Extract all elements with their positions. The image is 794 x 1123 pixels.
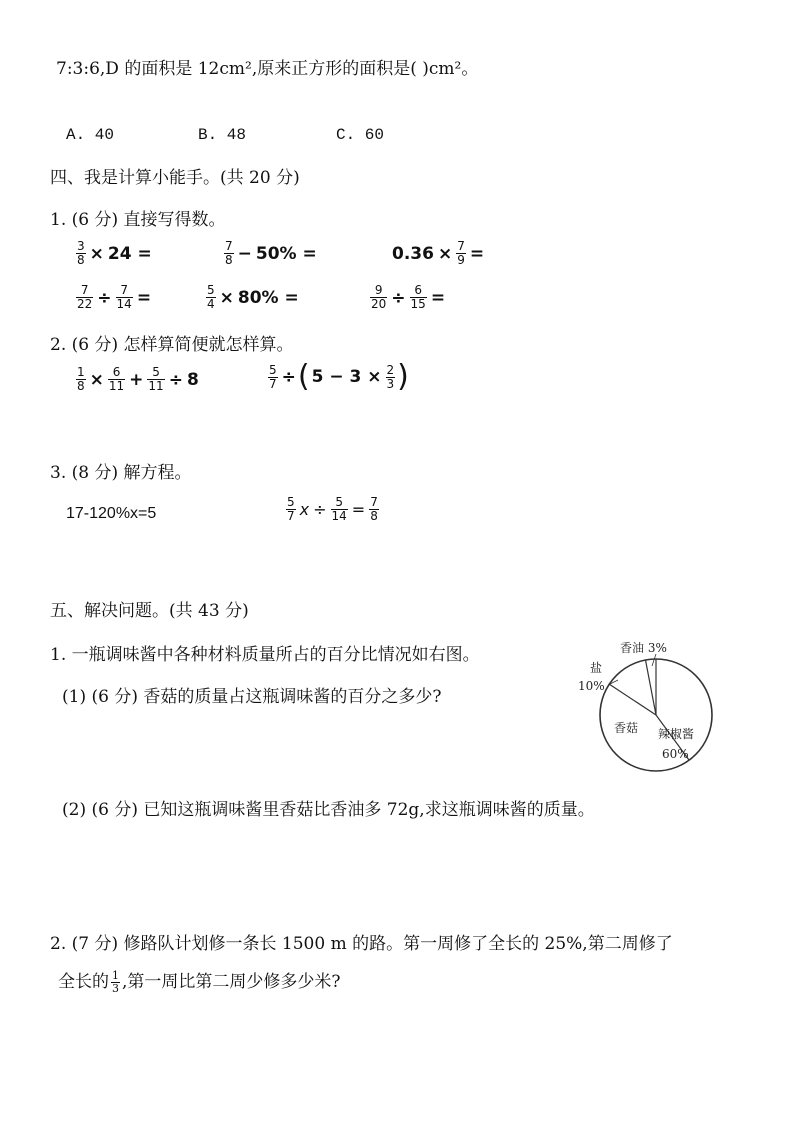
label-xianggu: 香菇 — [614, 721, 639, 735]
s5-q2-line2: 全长的 $\frac{1}{3}$ ,第一周比第二周少修多少米? — [58, 969, 341, 995]
q3-tail-text: 7:3:6,D 的面积是 12cm²,原来正方形的面积是( )cm²。 — [56, 59, 479, 79]
simplify-expr-1: $\frac{1}{8}$ × $\frac{6}{11}$ + $\frac{5}{11}$ ÷ 8 — [77, 365, 199, 393]
s5-q1-stem: 1. 一瓶调味酱中各种材料质量所占的百分比情况如右图。 — [50, 645, 480, 665]
calc-item-5: $\frac{5}{4}$ × 80% = — [207, 283, 299, 311]
label-xiangyou: 香油 3% — [620, 641, 667, 655]
ingredient-pie-chart — [572, 632, 722, 782]
calc-item-4: $\frac{7}{22}$ ÷ $\frac{7}{14}$ = — [77, 283, 152, 311]
option-c: C. 60 — [336, 126, 385, 144]
s4-q3-title: 3. (8 分) 解方程。 — [50, 463, 192, 483]
label-lajiaojiang-pct: 60% — [662, 747, 689, 761]
calc-item-1: $\frac{3}{8}$ × 24 = — [77, 239, 152, 267]
label-salt: 盐 — [590, 661, 603, 675]
calc-item-2: $\frac{7}{8}$ − 50% = — [225, 239, 317, 267]
section5-title: 五、解决问题。(共 43 分) — [50, 601, 249, 621]
s4-q1-title: 1. (6 分) 直接写得数。 — [50, 210, 226, 230]
s5-q2-line1: 2. (7 分) 修路队计划修一条长 1500 m 的路。第一周修了全长的 25%,第二周修了 — [50, 934, 673, 954]
label-lajiaojiang: 辣椒酱 — [658, 727, 695, 741]
simplify-expr-2: $\frac{5}{7}$ ÷( 5 − 3 × $\frac{2}{3}$ ) — [269, 359, 409, 394]
s5-q1-part1: (1) (6 分) 香菇的质量占这瓶调味酱的百分之多少? — [62, 687, 442, 707]
option-b: B. 48 — [198, 126, 247, 144]
equation-1: 17-120%x=5 — [66, 505, 157, 522]
s5-q1-part2: (2) (6 分) 已知这瓶调味酱里香菇比香油多 72g,求这瓶调味酱的质量。 — [62, 800, 595, 820]
calc-item-6: $\frac{9}{20}$ ÷ $\frac{6}{15}$ = — [371, 283, 446, 311]
label-salt-pct: 10% — [578, 679, 605, 693]
option-a: A. 40 — [66, 126, 115, 144]
calc-item-3: 0.36 × $\frac{7}{9}$ = — [392, 239, 485, 267]
equation-2: $\frac{5}{7}$ x ÷ $\frac{5}{14}$ = $\frac{7}{8}$ — [287, 495, 378, 523]
s4-q2-title: 2. (6 分) 怎样算简便就怎样算。 — [50, 335, 294, 355]
section4-title: 四、我是计算小能手。(共 20 分) — [50, 168, 300, 188]
